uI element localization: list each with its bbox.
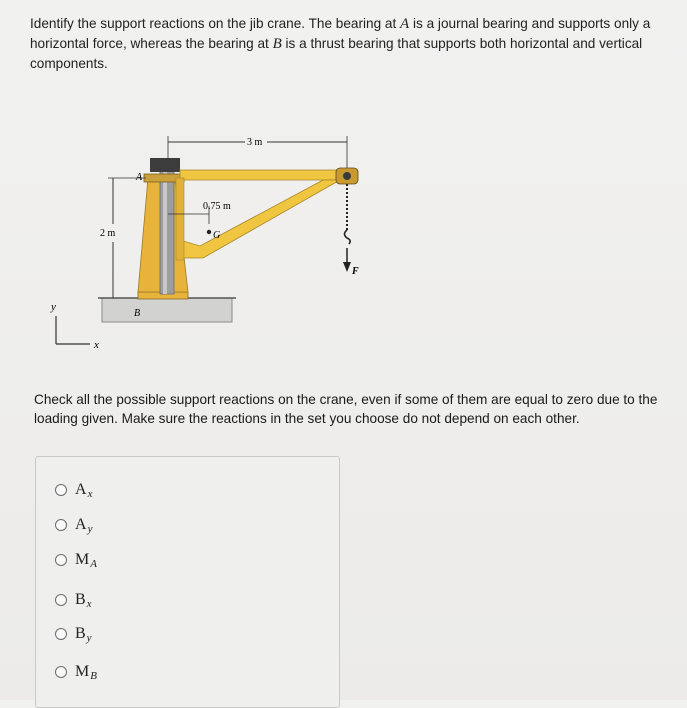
checkbox-ay[interactable] — [55, 519, 67, 531]
option-ax[interactable]: Ax — [55, 478, 92, 502]
question-text: Identify the support reactions on the jib crane. The bearing at A is a journal bearing and supports only a horizontal force, whereas the bearing at B is a thrust bearing that supports both horizontal and vertical components. — [30, 16, 651, 71]
boom-brace — [180, 180, 340, 258]
label-f: F — [352, 266, 359, 277]
var-a: A — [400, 16, 410, 32]
hook — [345, 230, 351, 244]
dim-3m: 3 m — [247, 137, 263, 148]
axis-x-label: x — [94, 339, 99, 351]
boom-arm — [180, 170, 345, 180]
checkbox-bx[interactable] — [55, 594, 67, 606]
option-by[interactable]: By — [55, 622, 92, 646]
checkbox-by[interactable] — [55, 628, 67, 640]
center-of-gravity — [207, 230, 211, 234]
label-b: B — [134, 308, 141, 319]
dim-2m: 2 m — [100, 228, 116, 239]
option-ay[interactable]: Ay — [55, 513, 92, 537]
ground-base — [102, 298, 232, 322]
dim-075m: 0.75 m — [203, 201, 231, 212]
checkbox-mb[interactable] — [55, 666, 67, 678]
label-a: A — [136, 172, 143, 183]
pillar-cap — [150, 158, 180, 172]
jib-crane-figure — [40, 120, 370, 370]
options-box — [35, 456, 340, 708]
option-bx[interactable]: Bx — [55, 588, 92, 612]
axis-y-label: y — [51, 301, 56, 313]
checkbox-ma[interactable] — [55, 554, 67, 566]
option-ma[interactable]: MA — [55, 548, 97, 572]
var-b: B — [272, 36, 282, 52]
label-g: G — [213, 230, 221, 241]
option-mb[interactable]: MB — [55, 660, 97, 684]
checkbox-ax[interactable] — [55, 484, 67, 496]
instruction-text: Check all the possible support reactions on the crane, even if some of them are equal to zero due to the loading given. Make sure the reactions in the set you choose do not depend on each other. — [34, 392, 658, 426]
